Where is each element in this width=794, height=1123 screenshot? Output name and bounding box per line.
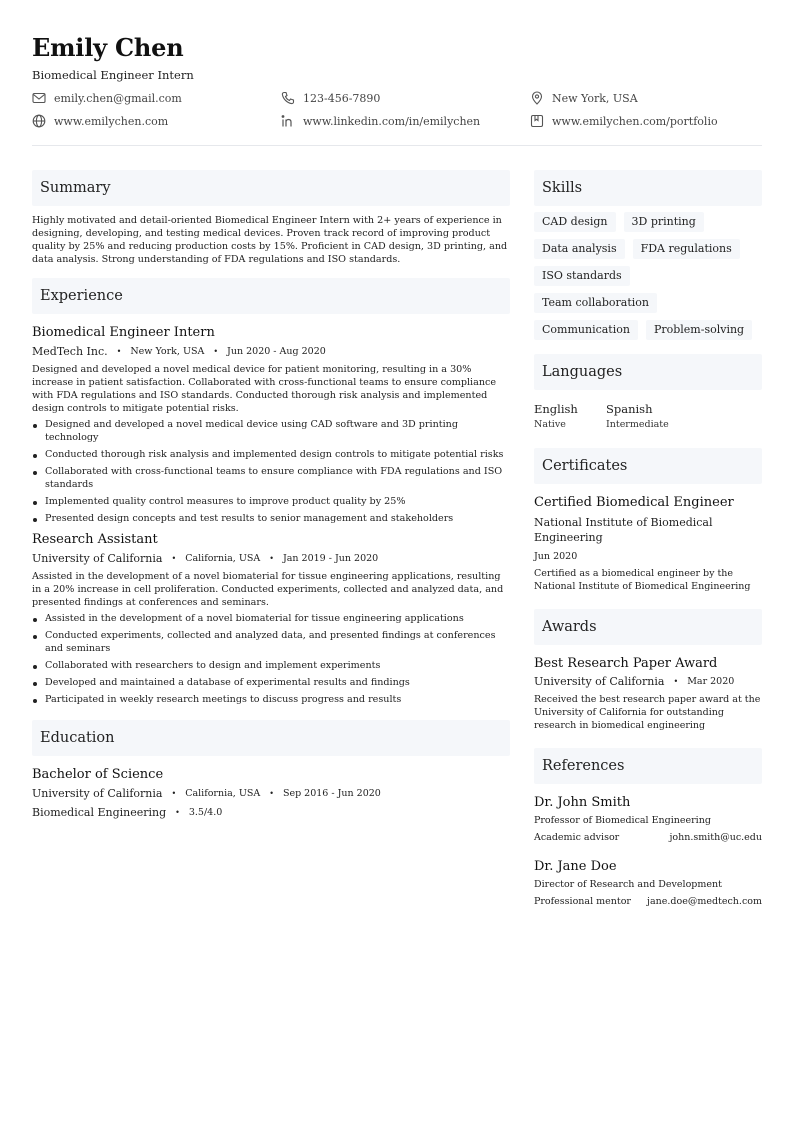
resume-header <box>32 34 762 129</box>
contact-location <box>530 90 762 106</box>
contact-linkedin-text: www.linkedin.com/in/emilychen <box>303 114 481 128</box>
contact-phone-text: 123-456-7890 <box>303 91 381 105</box>
language-item <box>606 402 726 430</box>
degree-title: Bachelor of Science <box>32 767 164 782</box>
contact-website-text: www.emilychen.com <box>54 114 169 128</box>
education-school: University of California <box>32 787 163 800</box>
separator-dot: • <box>171 554 177 563</box>
certificate-date: Jun 2020 <box>534 551 578 562</box>
list-item: Collaborated with cross-functional teams to ensure compliance with FDA regulations and ISO standards <box>32 465 510 491</box>
list-item: Participated in weekly research meetings to discuss progress and results <box>32 693 510 706</box>
contact-email[interactable] <box>32 90 281 106</box>
reference-item <box>534 858 762 907</box>
skills-list <box>534 212 762 340</box>
language-level: Intermediate <box>606 419 669 430</box>
contact-email-text: emily.chen@gmail.com <box>54 91 182 105</box>
summary-text: Highly motivated and detail-oriented Biomedical Engineer Intern with 2+ years of experience in designing, developing, and testing medical devices. Proven track record of improving product quality by 25% and reducing production costs by 15%. Proficient in CAD design, 3D printing, and data analysis. Strong understanding of FDA regulations and ISO standards. <box>32 215 508 265</box>
awards-heading: Awards <box>534 609 762 645</box>
experience-heading: Experience <box>32 278 510 314</box>
skill-tag: FDA regulations <box>633 239 740 259</box>
job-meta <box>32 345 510 359</box>
reference-name: Dr. John Smith <box>534 795 631 810</box>
skill-tag: Team collaboration <box>534 293 657 313</box>
education-item <box>32 766 510 820</box>
job-location: New York, USA <box>130 346 205 357</box>
list-item: Implemented quality control measures to improve product quality by 25% <box>32 495 510 508</box>
award-meta <box>534 675 762 689</box>
list-item: Presented design concepts and test results to senior management and stakeholders <box>32 512 510 525</box>
job-meta <box>32 552 510 566</box>
job-dates: Jun 2020 - Aug 2020 <box>227 346 326 357</box>
reference-relation: Professional mentor <box>534 896 631 907</box>
award-title: Best Research Paper Award <box>534 656 718 671</box>
separator-dot: • <box>175 808 180 817</box>
education-field-meta <box>32 806 510 820</box>
job-company: MedTech Inc. <box>32 345 108 358</box>
reference-item <box>534 794 762 843</box>
job-bullets <box>32 612 510 706</box>
separator-dot: • <box>269 554 274 563</box>
skill-tag: ISO standards <box>534 266 630 286</box>
job-title: Biomedical Engineer Intern <box>32 325 215 340</box>
certificate-issuer: National Institute of Biomedical Engineering <box>534 516 713 544</box>
right-column <box>534 170 762 907</box>
summary-heading: Summary <box>32 170 510 206</box>
award-description: Received the best research paper award at the University of California for outstanding research in biomedical engineering <box>534 694 761 731</box>
job-description: Assisted in the development of a novel biomaterial for tissue engineering applications, resulting in a 20% increase in cell proliferation. Conducted experiments, collected and analyzed data, and presented findings at conferences and seminars. <box>32 571 504 608</box>
mail-icon <box>32 91 46 105</box>
reference-relation: Academic advisor <box>534 832 620 843</box>
separator-dot: • <box>213 347 219 356</box>
candidate-headline: Biomedical Engineer Intern <box>32 68 194 82</box>
list-item: Conducted thorough risk analysis and implemented design controls to mitigate potential risks <box>32 448 510 461</box>
separator-dot: • <box>116 347 122 356</box>
reference-email[interactable]: jane.doe@medtech.com <box>647 896 762 907</box>
education-dates: Sep 2016 - Jun 2020 <box>282 788 381 799</box>
reference-details <box>534 832 762 843</box>
reference-name: Dr. Jane Doe <box>534 859 617 874</box>
skill-tag: Communication <box>534 320 638 340</box>
job-bullets <box>32 418 510 525</box>
education-meta <box>32 787 510 801</box>
contact-phone[interactable] <box>281 90 530 106</box>
job-dates: Jan 2019 - Jun 2020 <box>282 553 379 564</box>
contact-list <box>32 90 762 129</box>
skill-tag: Problem-solving <box>646 320 752 340</box>
contact-website[interactable] <box>32 113 281 129</box>
separator-dot: • <box>269 789 274 798</box>
language-level: Native <box>534 419 566 430</box>
education-gpa: 3.5/4.0 <box>188 807 223 818</box>
skill-tag: 3D printing <box>624 212 704 232</box>
experience-item <box>32 531 510 706</box>
award-date: Mar 2020 <box>687 676 735 687</box>
education-field: Biomedical Engineering <box>32 806 167 819</box>
award-item <box>534 655 762 732</box>
list-item: Collaborated with researchers to design and implement experiments <box>32 659 510 672</box>
list-item: Designed and developed a novel medical device using CAD software and 3D printing technology <box>32 418 510 444</box>
list-item: Assisted in the development of a novel biomaterial for tissue engineering applications <box>32 612 510 625</box>
candidate-name: Emily Chen <box>32 33 184 62</box>
portfolio-icon <box>530 114 544 128</box>
globe-icon <box>32 114 46 128</box>
languages-list <box>534 402 762 430</box>
contact-linkedin[interactable] <box>281 113 530 129</box>
phone-icon <box>281 91 295 105</box>
job-title: Research Assistant <box>32 532 158 547</box>
skills-heading: Skills <box>534 170 762 206</box>
reference-position: Professor of Biomedical Engineering <box>534 815 711 826</box>
map-pin-icon <box>530 91 544 105</box>
reference-position: Director of Research and Development <box>534 879 722 890</box>
header-divider <box>32 145 762 146</box>
language-name: English <box>534 402 578 416</box>
job-description: Designed and developed a novel medical device for patient monitoring, resulting in a 30% increase in patient satisfaction. Collaborated with cross-functional teams to ensure compliance with FDA regulations and ISO standards. Conducted thorough risk analysis and implemented design controls to mitigate potential risks. <box>32 364 497 414</box>
contact-location-text: New York, USA <box>552 91 638 105</box>
separator-dot: • <box>171 789 177 798</box>
education-location: California, USA <box>185 788 261 799</box>
list-item: Conducted experiments, collected and analyzed data, and presented findings at conferences and seminars <box>32 629 510 655</box>
certificate-item <box>534 494 762 593</box>
linkedin-icon <box>281 114 295 128</box>
education-heading: Education <box>32 720 510 756</box>
certificate-description: Certified as a biomedical engineer by the National Institute of Biomedical Engineering <box>534 568 751 592</box>
contact-portfolio[interactable] <box>530 113 762 129</box>
experience-item <box>32 324 510 525</box>
contact-portfolio-text: www.emilychen.com/portfolio <box>552 114 718 128</box>
reference-email[interactable]: john.smith@uc.edu <box>669 832 762 843</box>
skill-tag: Data analysis <box>534 239 625 259</box>
languages-heading: Languages <box>534 354 762 390</box>
skill-tag: CAD design <box>534 212 616 232</box>
language-name: Spanish <box>606 402 653 416</box>
certificate-title: Certified Biomedical Engineer <box>534 495 734 510</box>
job-location: California, USA <box>185 553 261 564</box>
language-item <box>534 402 606 430</box>
separator-dot: • <box>673 677 679 686</box>
left-column <box>32 170 510 820</box>
references-heading: References <box>534 748 762 784</box>
award-issuer: University of California <box>534 675 665 688</box>
certificates-heading: Certificates <box>534 448 762 484</box>
list-item: Developed and maintained a database of experimental results and findings <box>32 676 510 689</box>
reference-details <box>534 896 762 907</box>
job-company: University of California <box>32 552 163 565</box>
